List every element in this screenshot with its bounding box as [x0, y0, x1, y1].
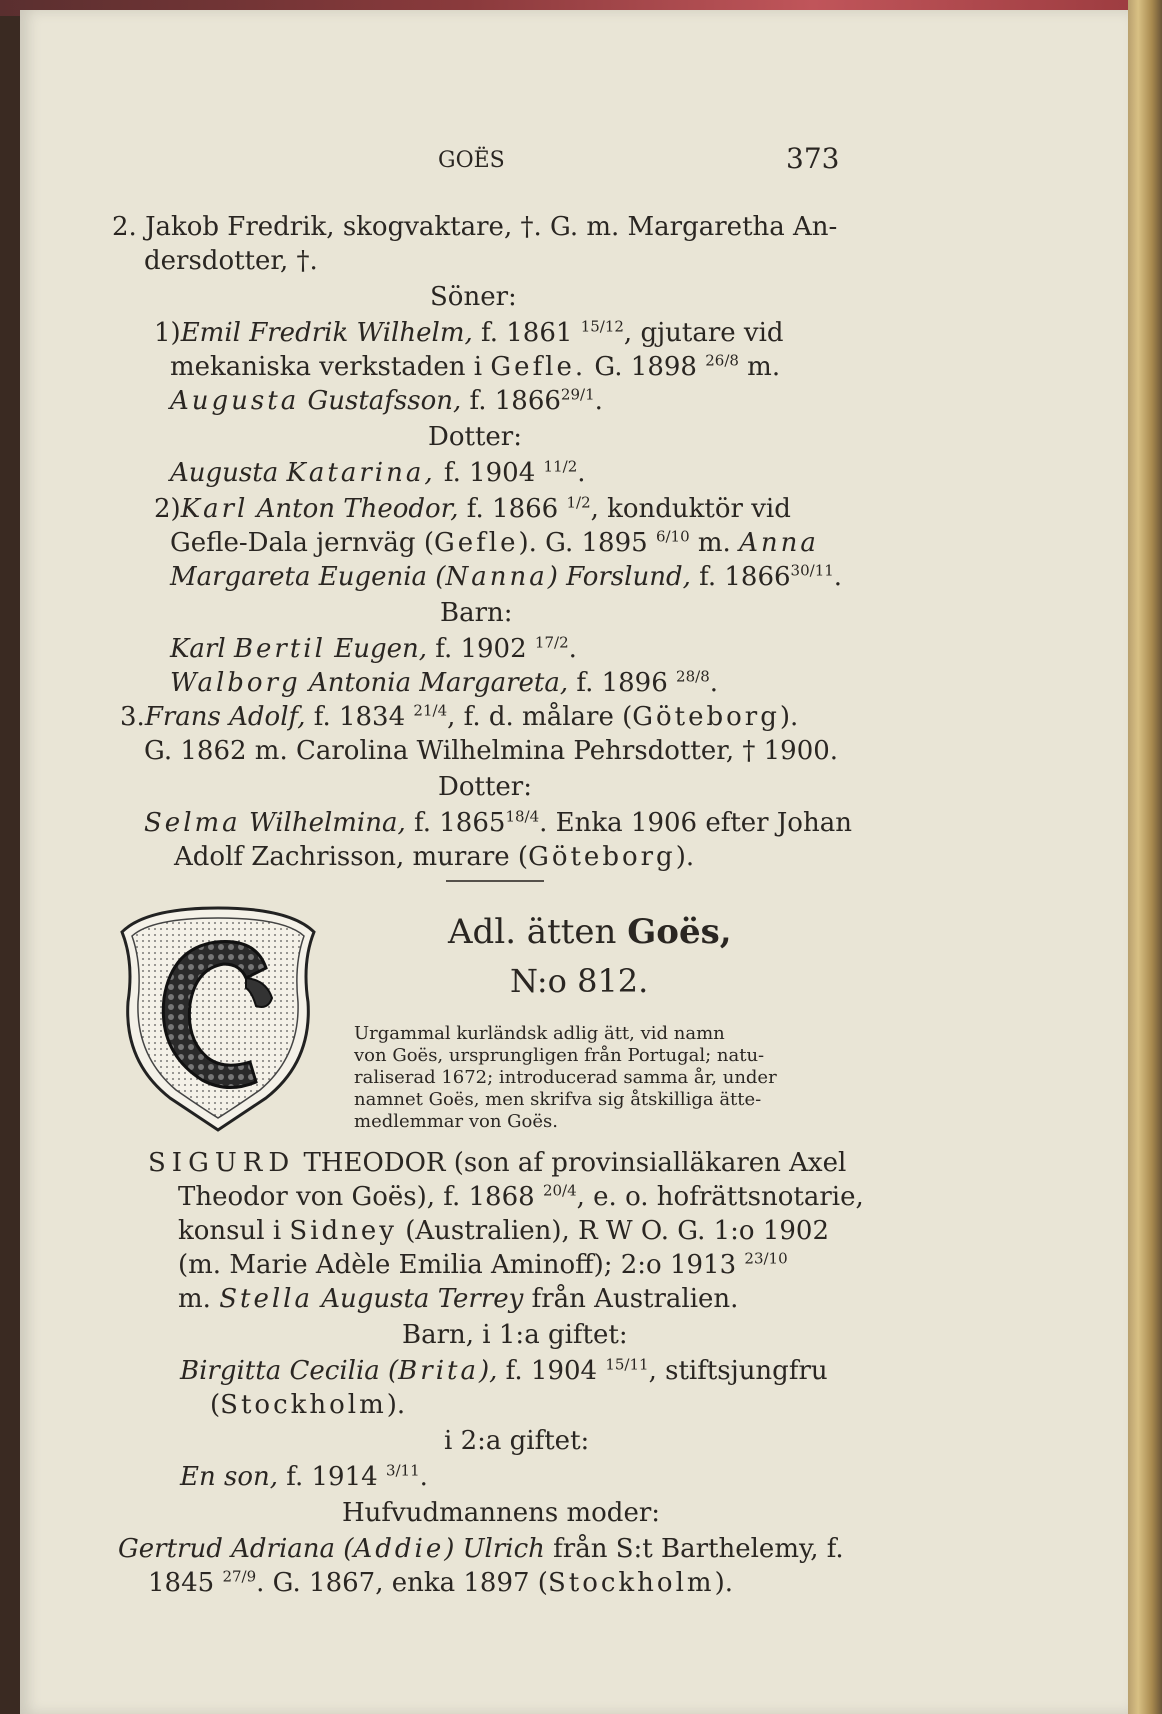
heading-moder: Hufvudmannens moder:: [342, 1498, 661, 1528]
entry-frans-line1: 3.Frans Adolf, f. 1834 $^{21/4}$, f. d. målare (Göteborg).: [120, 701, 799, 732]
section-divider: [446, 880, 544, 882]
entry-emil-line2: mekaniska verkstaden i Gefle. G. 1898 $^{26/8}$ m.: [170, 351, 781, 382]
coat-of-arms-shield-icon: [116, 902, 320, 1134]
entry-son: En son, f. 1914 $^{3/11}$.: [180, 1461, 428, 1492]
entry-birgitta-line1: Birgitta Cecilia (Brita), f. 1904 $^{15/11}$, stiftsjungfru: [180, 1355, 828, 1386]
heading-dotter-2: Dotter:: [438, 772, 532, 802]
entry-sigurd-line4: (m. Marie Adèle Emilia Aminoff); 2:o 1913 $^{23/10}$: [178, 1249, 788, 1280]
entry-karl-line2: Gefle-Dala jernväg (Gefle). G. 1895 $^{6/10}$ m. Anna: [170, 527, 819, 558]
heading-barn-1: Barn:: [440, 598, 513, 628]
entry-jakob-line1: 2. Jakob Fredrik, skogvaktare, †. G. m. Margaretha An-: [112, 212, 838, 242]
family-description-line2: von Goës, ursprungligen från Portugal; natu-: [354, 1045, 765, 1066]
entry-birgitta-line2: (Stockholm).: [210, 1390, 406, 1420]
entry-selma-line1: Selma Wilhelmina, f. $1865^{18/4}$. Enka 1906 efter Johan: [144, 807, 852, 838]
heading-barn-2: Barn, i 1:a giftet:: [402, 1320, 628, 1350]
entry-sigurd-line5: m. Stella Augusta Terrey från Australien.: [178, 1284, 739, 1314]
entry-walborg: Walborg Antonia Margareta, f. 1896 $^{28/8}$.: [170, 667, 718, 698]
heading-giftet-2: i 2:a giftet:: [444, 1426, 590, 1456]
page-number: 373: [786, 142, 840, 175]
book-page: [20, 10, 1128, 1714]
family-description-line5: medlemmar von Goës.: [354, 1111, 558, 1132]
entry-frans-line2: G. 1862 m. Carolina Wilhelmina Pehrsdotter, † 1900.: [144, 736, 839, 766]
entry-karl-bertil: Karl Bertil Eugen, f. 1902 $^{17/2}$.: [170, 633, 577, 664]
entry-karl-line1: 2)Karl Anton Theodor, f. 1866 $^{1/2}$, konduktör vid: [154, 493, 791, 524]
entry-sigurd-line2: Theodor von Goës), f. 1868 $^{20/4}$, e. o. hofrättsnotarie,: [178, 1181, 864, 1212]
entry-gertrud-line2: 1845 $^{27/9}$. G. 1867, enka 1897 (Stockholm).: [148, 1567, 733, 1598]
running-title: GOËS: [438, 148, 505, 173]
entry-emil-line3: Augusta Gustafsson, f. $1866^{29/1}$.: [170, 385, 603, 416]
heading-dotter-1: Dotter:: [428, 422, 522, 452]
entry-gertrud-line1: Gertrud Adriana (Addie) Ulrich från S:t Barthelemy, f.: [118, 1534, 844, 1564]
entry-karl-line3: Margareta Eugenia (Nanna) Forslund, f. $1866^{30/11}$.: [170, 561, 843, 592]
entry-selma-line2: Adolf Zachrisson, murare (Göteborg).: [174, 842, 695, 872]
book-cover-edge-right: [1128, 0, 1162, 1714]
entry-sigurd-line1: SIGURD THEODOR (son af provinsialläkaren Axel: [148, 1148, 847, 1178]
entry-augusta-katarina: Augusta Katarina, f. 1904 $^{11/2}$.: [170, 457, 586, 488]
entry-jakob-line2: dersdotter, †.: [144, 246, 318, 276]
entry-sigurd-line3: konsul i Sidney (Australien), R W O. G. 1:o 1902: [178, 1216, 829, 1246]
family-title: Adl. ätten Goës,: [448, 912, 732, 952]
family-number: N:o 812.: [510, 962, 649, 1000]
entry-emil-line1: 1)Emil Fredrik Wilhelm, f. 1861 $^{15/12}$, gjutare vid: [154, 317, 784, 348]
family-description-line1: Urgammal kurländsk adlig ätt, vid namn: [354, 1023, 725, 1044]
family-description-line3: raliserad 1672; introducerad samma år, under: [354, 1067, 777, 1088]
heading-soner: Söner:: [430, 282, 517, 312]
family-description-line4: namnet Goës, men skrifva sig åtskilliga ätte-: [354, 1089, 762, 1110]
